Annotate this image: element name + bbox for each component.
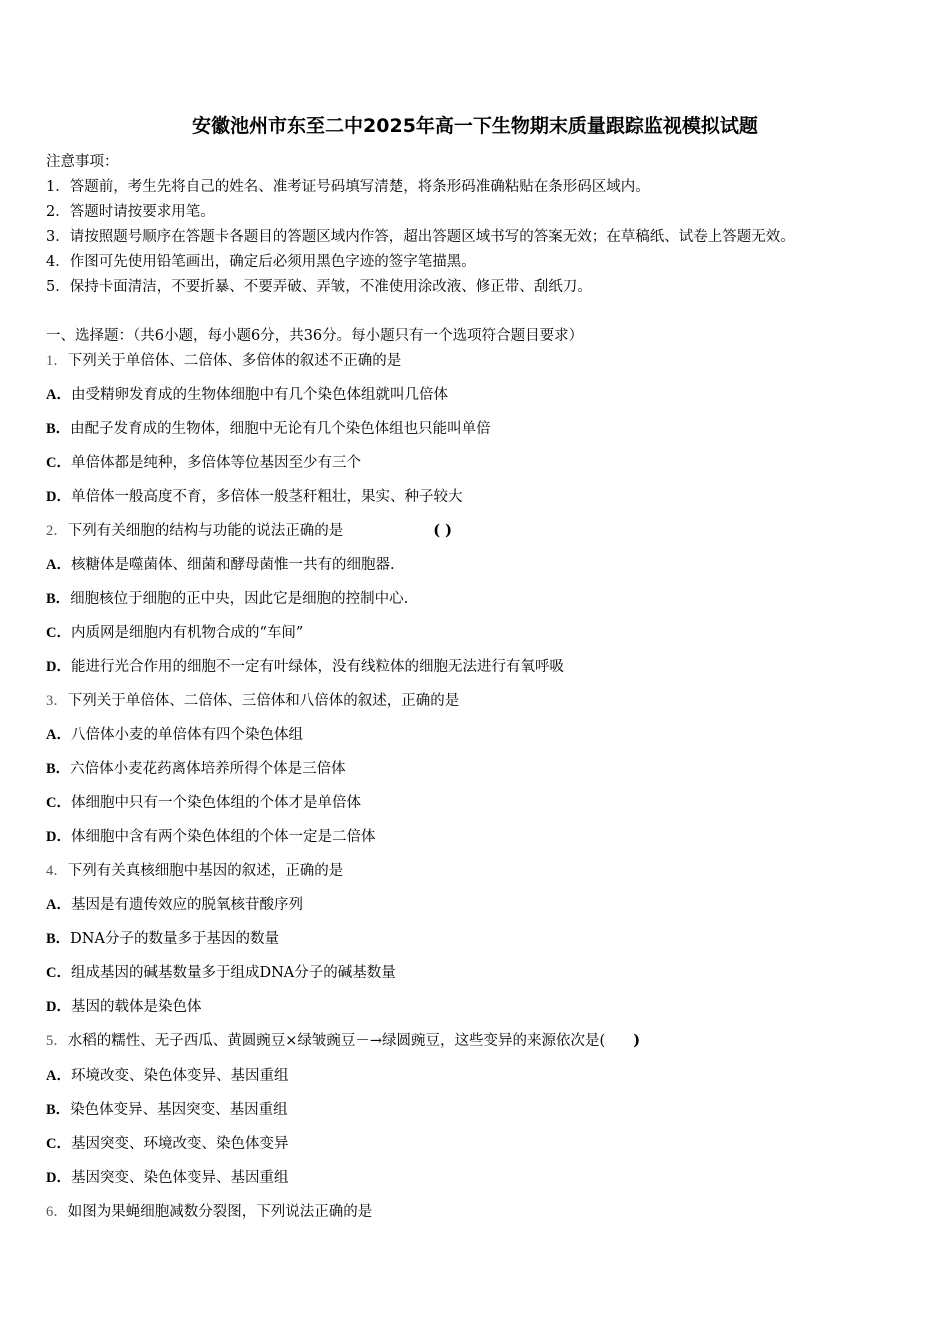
question-4: [46, 861, 343, 881]
section-heading: 一、选择题：（共6小题，每小题6分，共36分。每小题只有一个选项符合题目要求）: [46, 328, 584, 344]
notice-item-2: 2．答题时请按要求用笔。: [46, 204, 215, 220]
option-text: 八倍体小麦的单倍体有四个染色体组: [70, 727, 303, 743]
option-text: 细胞核位于细胞的正中央，因此它是细胞的控制中心.: [70, 591, 409, 607]
notice-item-5: 5．保持卡面清洁，不要折暴、不要弄破、弄皱，不准使用涂改液、修正带、刮纸刀。: [46, 279, 592, 295]
question-number: 2．: [46, 523, 68, 539]
notice-item-3: 3．请按照题号顺序在答题卡各题目的答题区域内作答，超出答题区域书写的答案无效；在草稿纸、试卷上答题无效。: [46, 229, 795, 245]
option-text: 基因的载体是染色体: [70, 999, 202, 1015]
q1-option-b: [46, 419, 491, 439]
option-letter: D．: [46, 829, 71, 845]
q1-option-a: [46, 385, 448, 405]
option-letter: C．: [46, 455, 71, 471]
question-text: 水稻的糯性、无子西瓜、黄圆豌豆×绿皱豌豆－→绿圆豌豆，这些变异的来源依次是(: [67, 1033, 606, 1049]
option-letter: A．: [46, 1068, 71, 1084]
exam-title: 安徽池州市东至二中2025年高一下生物期末质量跟踪监视模拟试题: [192, 115, 758, 137]
option-text: 体细胞中含有两个染色体组的个体一定是二倍体: [70, 829, 376, 845]
question-number: 4．: [46, 863, 68, 879]
option-text: 单倍体一般高度不育，多倍体一般茎秆粗壮，果实、种子较大: [70, 489, 463, 505]
question-3: [46, 691, 459, 711]
q2-option-a: [46, 555, 395, 575]
q3-option-a: [46, 725, 303, 745]
notice-item-1: 1．答题前，考生先将自己的姓名、准考证号码填写清楚，将条形码准确粘贴在条形码区域内。: [46, 179, 650, 195]
option-letter: B．: [46, 761, 71, 777]
question-5: [46, 1031, 640, 1051]
answer-bracket: ( ): [433, 522, 453, 539]
option-letter: C．: [46, 1136, 71, 1152]
q3-option-b: [46, 759, 346, 779]
option-text: DNA分子的数量多于基因的数量: [70, 931, 279, 947]
option-text: 环境改变、染色体变异、基因重组: [70, 1068, 289, 1084]
notice-heading: 注意事项：: [46, 154, 119, 170]
q5-option-b: [46, 1100, 288, 1120]
option-text: 基因突变、环境改变、染色体变异: [70, 1136, 289, 1152]
question-number: 5．: [46, 1033, 68, 1049]
q2-option-c: [46, 623, 303, 643]
question-text: 下列有关细胞的结构与功能的说法正确的是: [67, 523, 344, 539]
q4-option-c: [46, 963, 396, 983]
option-letter: D．: [46, 1170, 71, 1186]
question-text: 下列有关真核细胞中基因的叙述，正确的是: [67, 863, 344, 879]
option-text: 单倍体都是纯种，多倍体等位基因至少有三个: [70, 455, 361, 471]
option-letter: C．: [46, 965, 71, 981]
q3-option-d: [46, 827, 375, 847]
option-letter: C．: [46, 795, 71, 811]
option-letter: A．: [46, 727, 71, 743]
option-text: 基因是有遗传效应的脱氧核苷酸序列: [70, 897, 303, 913]
q2-option-d: [46, 657, 564, 677]
option-letter: A．: [46, 557, 71, 573]
question-text: 下列关于单倍体、二倍体、三倍体和八倍体的叙述，正确的是: [67, 693, 460, 709]
q4-option-a: [46, 895, 303, 915]
question-number: 3．: [46, 693, 68, 709]
option-letter: D．: [46, 489, 71, 505]
q2-option-b: [46, 589, 408, 609]
option-text: 由配子发育成的生物体，细胞中无论有几个染色体组也只能叫单倍: [70, 421, 491, 437]
question-number: 6．: [46, 1204, 68, 1220]
option-letter: B．: [46, 1102, 71, 1118]
option-letter: A．: [46, 387, 71, 403]
option-letter: D．: [46, 999, 71, 1015]
q3-option-c: [46, 793, 361, 813]
question-2: [46, 521, 452, 541]
notice-item-4: 4．作图可先使用铅笔画出，确定后必须用黑色字迹的签字笔描黑。: [46, 254, 476, 270]
q5-option-a: [46, 1066, 288, 1086]
option-text: 体细胞中只有一个染色体组的个体才是单倍体: [70, 795, 361, 811]
question-1: [46, 351, 401, 371]
option-text: 六倍体小麦花药离体培养所得个体是三倍体: [70, 761, 346, 777]
option-text: 组成基因的碱基数量多于组成DNA分子的碱基数量: [70, 965, 396, 981]
q4-option-d: [46, 997, 201, 1017]
q1-option-c: [46, 453, 361, 473]
q1-option-d: [46, 487, 462, 507]
option-letter: B．: [46, 931, 71, 947]
option-text: 染色体变异、基因突变、基因重组: [70, 1102, 288, 1118]
q5-option-d: [46, 1168, 288, 1188]
question-6: [46, 1202, 372, 1222]
option-text: 内质网是细胞内有机物合成的“车间”: [70, 625, 304, 641]
question-number: 1．: [46, 353, 68, 369]
q4-option-b: [46, 929, 279, 949]
question-text: 下列关于单倍体、二倍体、多倍体的叙述不正确的是: [67, 353, 402, 369]
q5-option-c: [46, 1134, 288, 1154]
answer-bracket: ): [633, 1032, 641, 1049]
option-text: 由受精卵发育成的生物体细胞中有几个染色体组就叫几倍体: [70, 387, 448, 403]
option-text: 核糖体是噬菌体、细菌和酵母菌惟一共有的细胞器.: [70, 557, 395, 573]
option-letter: B．: [46, 421, 71, 437]
option-text: 能进行光合作用的细胞不一定有叶绿体，没有线粒体的细胞无法进行有氧呼吸: [70, 659, 564, 675]
option-text: 基因突变、染色体变异、基因重组: [70, 1170, 289, 1186]
option-letter: A．: [46, 897, 71, 913]
question-text: 如图为果蝇细胞减数分裂图，下列说法正确的是: [67, 1204, 373, 1220]
option-letter: C．: [46, 625, 71, 641]
option-letter: B．: [46, 591, 71, 607]
option-letter: D．: [46, 659, 71, 675]
